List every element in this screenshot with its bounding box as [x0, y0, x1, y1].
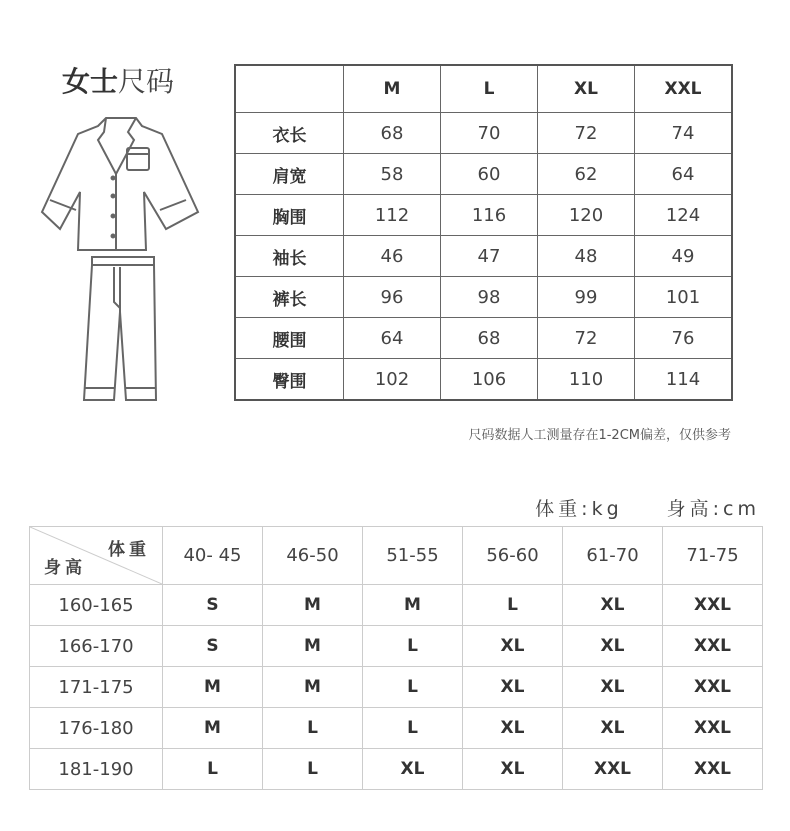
table-row	[235, 277, 732, 318]
table-row	[30, 749, 763, 790]
size-cell: XXL	[563, 749, 663, 790]
size-cell: S	[163, 585, 263, 626]
size-cell: L	[463, 585, 563, 626]
size-cell: XXL	[663, 585, 763, 626]
value-cell: 48	[538, 236, 635, 277]
table-row	[235, 113, 732, 154]
size-cell: XL	[563, 585, 663, 626]
recommendation-table	[29, 526, 763, 790]
page-title	[62, 60, 174, 100]
value-cell: 99	[538, 277, 635, 318]
row-label: 臀围	[235, 359, 344, 401]
title-normal: 尺码	[118, 65, 175, 98]
corner-height-label: 身高	[44, 558, 86, 578]
height-cell: 181-190	[30, 749, 163, 790]
size-cell: XXL	[663, 708, 763, 749]
value-cell: 114	[635, 359, 733, 401]
height-cell: 176-180	[30, 708, 163, 749]
table-row	[235, 318, 732, 359]
weight-header-cell: 71-75	[663, 527, 763, 585]
row-label: 裤长	[235, 277, 344, 318]
size-cell: XXL	[663, 667, 763, 708]
size-cell: S	[163, 626, 263, 667]
table-row	[30, 708, 763, 749]
table-row	[30, 585, 763, 626]
value-cell: 49	[635, 236, 733, 277]
measurement-note: 尺码数据人工测量存在1-2CM偏差，仅供参考	[468, 428, 731, 443]
value-cell: 47	[441, 236, 538, 277]
value-cell: 64	[635, 154, 733, 195]
header-cell: XXL	[635, 65, 733, 113]
weight-header-cell: 51-55	[363, 527, 463, 585]
size-cell: M	[263, 585, 363, 626]
table-row	[235, 195, 732, 236]
value-cell: 72	[538, 113, 635, 154]
weight-header-cell: 46-50	[263, 527, 363, 585]
size-cell: XL	[463, 708, 563, 749]
units-legend	[535, 494, 760, 521]
value-cell: 64	[344, 318, 441, 359]
size-cell: XL	[463, 749, 563, 790]
table-row	[235, 236, 732, 277]
height-unit: 身高:cm	[666, 498, 760, 520]
table-row	[30, 626, 763, 667]
pajamas-illustration	[38, 112, 202, 404]
weight-header-cell: 61-70	[563, 527, 663, 585]
row-label: 肩宽	[235, 154, 344, 195]
table-row	[235, 154, 732, 195]
weight-unit: 体重:kg	[535, 498, 623, 520]
value-cell: 72	[538, 318, 635, 359]
table-header-row	[235, 65, 732, 113]
value-cell: 110	[538, 359, 635, 401]
value-cell: 76	[635, 318, 733, 359]
value-cell: 68	[344, 113, 441, 154]
size-cell: M	[163, 708, 263, 749]
size-cell: M	[163, 667, 263, 708]
value-cell: 60	[441, 154, 538, 195]
value-cell: 116	[441, 195, 538, 236]
value-cell: 74	[635, 113, 733, 154]
header-cell: L	[441, 65, 538, 113]
size-cell: XXL	[663, 626, 763, 667]
height-cell: 160-165	[30, 585, 163, 626]
table-row	[235, 359, 732, 401]
size-cell: L	[363, 667, 463, 708]
height-cell: 171-175	[30, 667, 163, 708]
size-cell: XL	[363, 749, 463, 790]
height-cell: 166-170	[30, 626, 163, 667]
row-label: 衣长	[235, 113, 344, 154]
size-cell: L	[263, 708, 363, 749]
value-cell: 106	[441, 359, 538, 401]
value-cell: 70	[441, 113, 538, 154]
value-cell: 124	[635, 195, 733, 236]
corner-weight-label: 体重	[108, 540, 150, 560]
value-cell: 68	[441, 318, 538, 359]
size-cell: XL	[463, 667, 563, 708]
size-cell: M	[263, 626, 363, 667]
header-cell: XL	[538, 65, 635, 113]
value-cell: 112	[344, 195, 441, 236]
weight-header-cell: 56-60	[463, 527, 563, 585]
size-cell: M	[263, 667, 363, 708]
size-cell: XL	[563, 626, 663, 667]
size-cell: XL	[563, 708, 663, 749]
row-label: 腰围	[235, 318, 344, 359]
table-row	[30, 667, 763, 708]
size-cell: L	[263, 749, 363, 790]
size-cell: M	[363, 585, 463, 626]
header-cell: M	[344, 65, 441, 113]
table-header-row	[30, 527, 763, 585]
size-chart-table	[234, 64, 733, 401]
size-cell: L	[363, 708, 463, 749]
size-cell: L	[163, 749, 263, 790]
row-label: 胸围	[235, 195, 344, 236]
value-cell: 96	[344, 277, 441, 318]
row-label: 袖长	[235, 236, 344, 277]
value-cell: 120	[538, 195, 635, 236]
header-empty-cell	[235, 65, 344, 113]
weight-header-cell: 40- 45	[163, 527, 263, 585]
size-cell: L	[363, 626, 463, 667]
size-cell: XL	[563, 667, 663, 708]
value-cell: 101	[635, 277, 733, 318]
value-cell: 58	[344, 154, 441, 195]
size-cell: XL	[463, 626, 563, 667]
value-cell: 62	[538, 154, 635, 195]
value-cell: 102	[344, 359, 441, 401]
title-bold: 女士	[62, 65, 119, 98]
value-cell: 98	[441, 277, 538, 318]
size-cell: XXL	[663, 749, 763, 790]
value-cell: 46	[344, 236, 441, 277]
corner-cell	[30, 527, 163, 585]
